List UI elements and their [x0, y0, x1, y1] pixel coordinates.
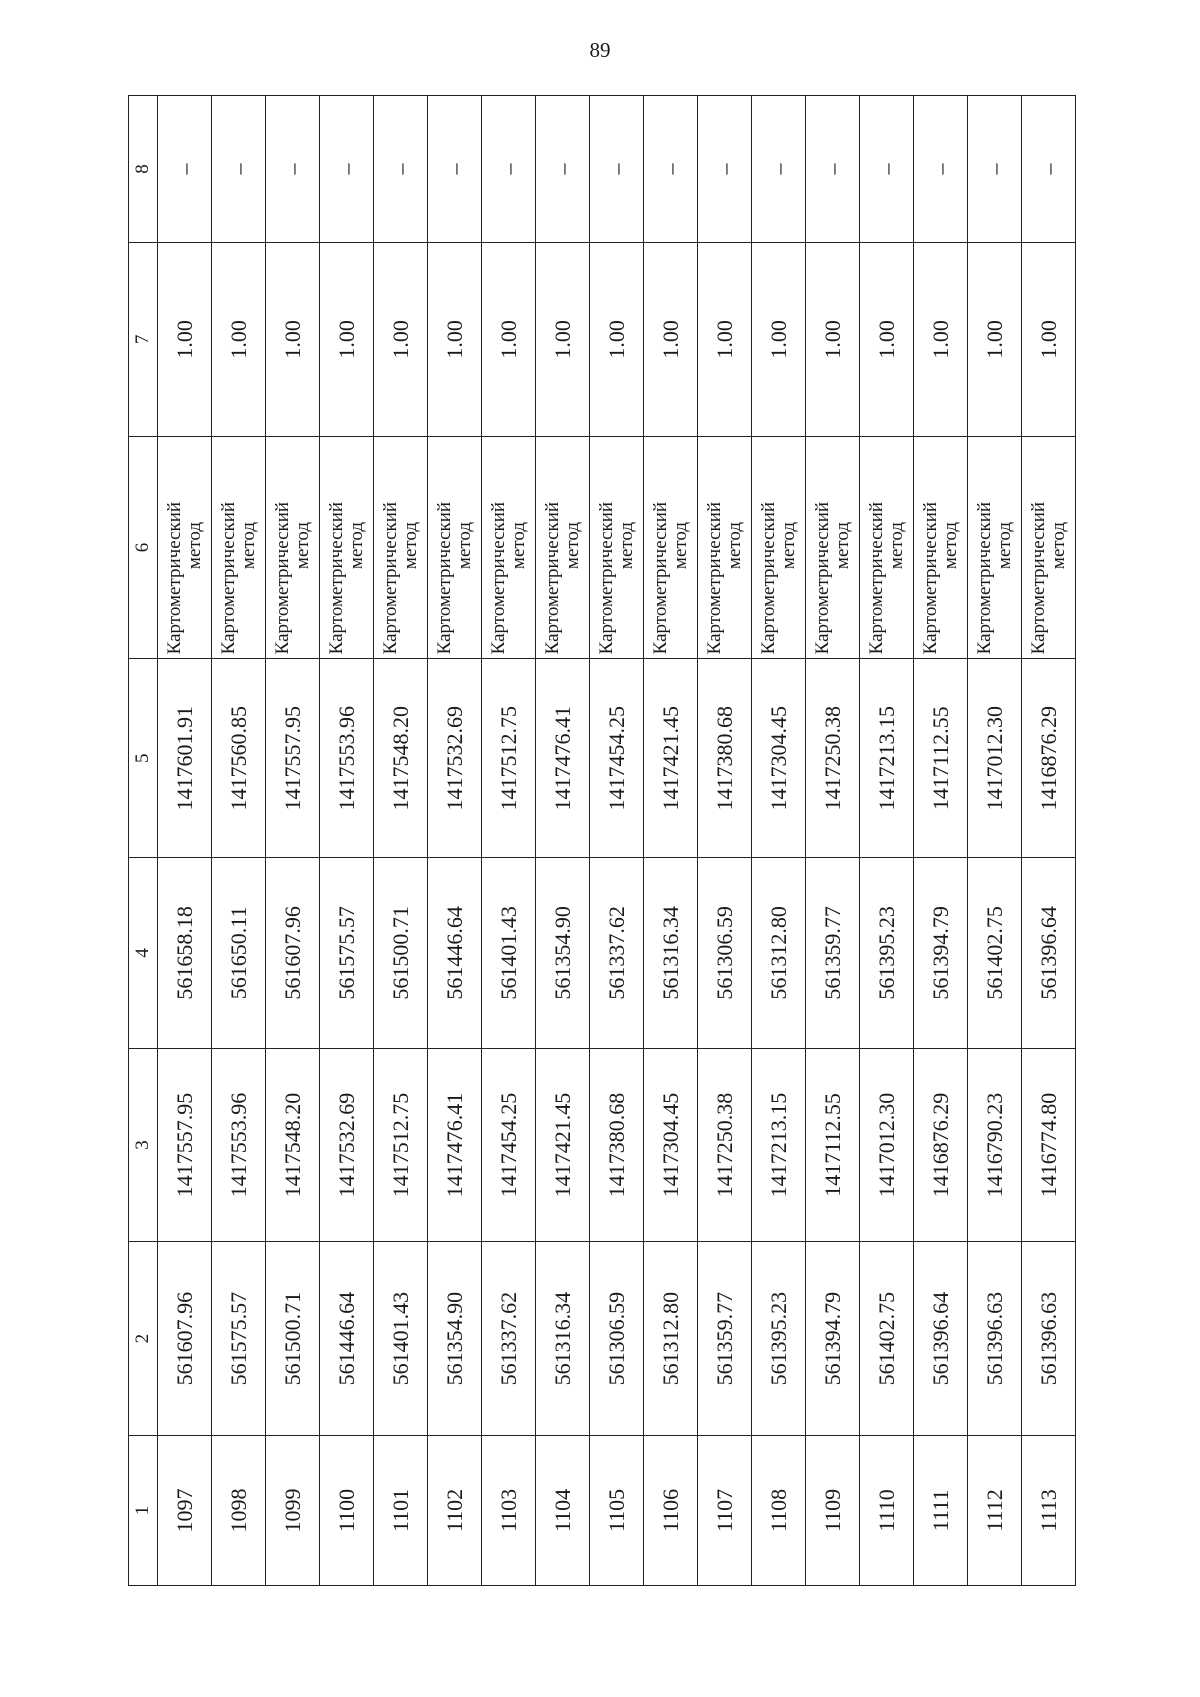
coord-y2-cell: 1417213.15 [860, 659, 914, 858]
coord-x2-cell: 561401.43 [482, 858, 536, 1049]
point-number-cell: 1112 [968, 1435, 1022, 1585]
table-row [212, 96, 266, 1586]
column-header-8: 8 [129, 96, 158, 243]
method-text-line-1: Картометрический [649, 501, 671, 655]
note-cell: – [320, 96, 374, 243]
note-cell: – [536, 96, 590, 243]
note-cell: – [806, 96, 860, 243]
note-cell: – [590, 96, 644, 243]
coord-y1-cell: 1416790.23 [968, 1048, 1022, 1242]
method-cell [320, 436, 374, 659]
coord-y1-cell: 1417012.30 [860, 1048, 914, 1242]
method-text-line-1: Картометрический [271, 501, 293, 655]
note-cell: – [428, 96, 482, 243]
coord-x1-cell: 561354.90 [428, 1242, 482, 1436]
method-text-line-2: метод [183, 521, 205, 570]
table-row [536, 96, 590, 1586]
coord-x1-cell: 561395.23 [752, 1242, 806, 1436]
coord-x2-cell: 561575.57 [320, 858, 374, 1049]
point-number-cell: 1101 [374, 1435, 428, 1585]
coord-x1-cell: 561575.57 [212, 1242, 266, 1436]
method-cell [1022, 436, 1076, 659]
note-cell: – [374, 96, 428, 243]
point-number-cell: 1109 [806, 1435, 860, 1585]
method-text-line-1: Картометрический [217, 501, 239, 655]
method-text-line-1: Картометрический [541, 501, 563, 655]
coord-y1-cell: 1417304.45 [644, 1048, 698, 1242]
coord-x2-cell: 561312.80 [752, 858, 806, 1049]
method-cell [860, 436, 914, 659]
accuracy-cell: 1.00 [536, 243, 590, 437]
point-number-cell: 1105 [590, 1435, 644, 1585]
accuracy-cell: 1.00 [1022, 243, 1076, 437]
point-number-cell: 1098 [212, 1435, 266, 1585]
coord-y2-cell: 1417012.30 [968, 659, 1022, 858]
method-cell [428, 436, 482, 659]
page-number: 89 [589, 38, 611, 62]
coord-y1-cell: 1417553.96 [212, 1048, 266, 1242]
coord-y2-cell: 1417380.68 [698, 659, 752, 858]
coord-y2-cell: 1417560.85 [212, 659, 266, 858]
method-text-line-1: Картометрический [973, 501, 995, 655]
note-cell: – [482, 96, 536, 243]
coord-y1-cell: 1417476.41 [428, 1048, 482, 1242]
table-row [590, 96, 644, 1586]
method-text-line-2: метод [345, 521, 367, 570]
note-cell: – [158, 96, 212, 243]
table-container [128, 95, 1082, 1586]
coord-x1-cell: 561394.79 [806, 1242, 860, 1436]
method-cell [590, 436, 644, 659]
coord-x2-cell: 561402.75 [968, 858, 1022, 1049]
accuracy-cell: 1.00 [914, 243, 968, 437]
coord-y2-cell: 1417304.45 [752, 659, 806, 858]
accuracy-cell: 1.00 [806, 243, 860, 437]
accuracy-cell: 1.00 [482, 243, 536, 437]
column-header-2: 2 [129, 1242, 158, 1436]
method-text-line-1: Картометрический [433, 501, 455, 655]
coord-y1-cell: 1416774.80 [1022, 1048, 1076, 1242]
column-header-1: 1 [129, 1435, 158, 1585]
coord-x1-cell: 561316.34 [536, 1242, 590, 1436]
method-text-line-1: Картометрический [811, 501, 833, 655]
method-text-line-2: метод [723, 521, 745, 570]
point-number-cell: 1103 [482, 1435, 536, 1585]
coord-y2-cell: 1417557.95 [266, 659, 320, 858]
point-number-cell: 1110 [860, 1435, 914, 1585]
point-number-cell: 1099 [266, 1435, 320, 1585]
accuracy-cell: 1.00 [752, 243, 806, 437]
coord-y1-cell: 1417250.38 [698, 1048, 752, 1242]
note-cell: – [698, 96, 752, 243]
method-cell [968, 436, 1022, 659]
table-row [860, 96, 914, 1586]
coord-x2-cell: 561650.11 [212, 858, 266, 1049]
accuracy-cell: 1.00 [698, 243, 752, 437]
coord-y2-cell: 1416876.29 [1022, 659, 1076, 858]
accuracy-cell: 1.00 [374, 243, 428, 437]
coord-y1-cell: 1417112.55 [806, 1048, 860, 1242]
coord-x2-cell: 561316.34 [644, 858, 698, 1049]
coord-y2-cell: 1417454.25 [590, 659, 644, 858]
coord-x1-cell: 561396.63 [968, 1242, 1022, 1436]
coord-x2-cell: 561500.71 [374, 858, 428, 1049]
point-number-cell: 1107 [698, 1435, 752, 1585]
coord-y1-cell: 1417421.45 [536, 1048, 590, 1242]
coord-y2-cell: 1417548.20 [374, 659, 428, 858]
coord-x2-cell: 561395.23 [860, 858, 914, 1049]
method-text-line-2: метод [237, 521, 259, 570]
table-row [428, 96, 482, 1586]
table-row [482, 96, 536, 1586]
method-cell [752, 436, 806, 659]
method-text-line-1: Картометрический [757, 501, 779, 655]
accuracy-cell: 1.00 [644, 243, 698, 437]
coord-y1-cell: 1417380.68 [590, 1048, 644, 1242]
method-text-line-2: метод [291, 521, 313, 570]
method-text-line-1: Картометрический [595, 501, 617, 655]
point-number-cell: 1102 [428, 1435, 482, 1585]
coord-x2-cell: 561337.62 [590, 858, 644, 1049]
coord-y1-cell: 1417512.75 [374, 1048, 428, 1242]
coord-y2-cell: 1417421.45 [644, 659, 698, 858]
method-text-line-2: метод [399, 521, 421, 570]
method-text-line-1: Картометрический [325, 501, 347, 655]
point-number-cell: 1106 [644, 1435, 698, 1585]
method-text-line-2: метод [561, 521, 583, 570]
method-text-line-1: Картометрический [1027, 501, 1049, 655]
accuracy-cell: 1.00 [158, 243, 212, 437]
coord-y2-cell: 1417553.96 [320, 659, 374, 858]
method-text-line-2: метод [939, 521, 961, 570]
accuracy-cell: 1.00 [968, 243, 1022, 437]
point-number-cell: 1104 [536, 1435, 590, 1585]
coord-x2-cell: 561658.18 [158, 858, 212, 1049]
method-cell [536, 436, 590, 659]
column-header-4: 4 [129, 858, 158, 1049]
method-cell [212, 436, 266, 659]
column-header-6: 6 [129, 436, 158, 659]
coord-y1-cell: 1417454.25 [482, 1048, 536, 1242]
method-cell [806, 436, 860, 659]
table-row [1022, 96, 1076, 1586]
coord-x1-cell: 561396.64 [914, 1242, 968, 1436]
method-text-line-2: метод [993, 521, 1015, 570]
note-cell: – [1022, 96, 1076, 243]
coord-x1-cell: 561500.71 [266, 1242, 320, 1436]
coordinates-table [128, 95, 1076, 1586]
table-row [320, 96, 374, 1586]
point-number-cell: 1100 [320, 1435, 374, 1585]
method-text-line-2: метод [777, 521, 799, 570]
coord-x1-cell: 561396.63 [1022, 1242, 1076, 1436]
accuracy-cell: 1.00 [590, 243, 644, 437]
method-cell [914, 436, 968, 659]
point-number-cell: 1097 [158, 1435, 212, 1585]
accuracy-cell: 1.00 [428, 243, 482, 437]
coord-y1-cell: 1416876.29 [914, 1048, 968, 1242]
coord-y2-cell: 1417532.69 [428, 659, 482, 858]
method-text-line-2: метод [831, 521, 853, 570]
method-text-line-1: Картометрический [487, 501, 509, 655]
method-text-line-1: Картометрический [865, 501, 887, 655]
note-cell: – [266, 96, 320, 243]
note-cell: – [860, 96, 914, 243]
method-cell [482, 436, 536, 659]
method-text-line-2: метод [1047, 521, 1069, 570]
table-row [752, 96, 806, 1586]
coord-x1-cell: 561607.96 [158, 1242, 212, 1436]
table-body [158, 96, 1076, 1586]
coord-y2-cell: 1417250.38 [806, 659, 860, 858]
method-cell [158, 436, 212, 659]
coord-x2-cell: 561446.64 [428, 858, 482, 1049]
table-row [644, 96, 698, 1586]
method-text-line-1: Картометрический [703, 501, 725, 655]
column-header-3: 3 [129, 1048, 158, 1242]
table-row [698, 96, 752, 1586]
coord-y2-cell: 1417512.75 [482, 659, 536, 858]
method-cell [698, 436, 752, 659]
note-cell: – [914, 96, 968, 243]
note-cell: – [968, 96, 1022, 243]
coord-y1-cell: 1417548.20 [266, 1048, 320, 1242]
coord-x1-cell: 561359.77 [698, 1242, 752, 1436]
method-text-line-2: метод [453, 521, 475, 570]
coord-x1-cell: 561337.62 [482, 1242, 536, 1436]
point-number-cell: 1108 [752, 1435, 806, 1585]
coord-x2-cell: 561354.90 [536, 858, 590, 1049]
method-text-line-1: Картометрический [919, 501, 941, 655]
table-row [158, 96, 212, 1586]
table-row [914, 96, 968, 1586]
coord-y2-cell: 1417601.91 [158, 659, 212, 858]
method-cell [644, 436, 698, 659]
accuracy-cell: 1.00 [320, 243, 374, 437]
point-number-cell: 1111 [914, 1435, 968, 1585]
rotated-table-frame [128, 95, 1082, 1586]
method-cell [374, 436, 428, 659]
note-cell: – [212, 96, 266, 243]
column-header-7: 7 [129, 243, 158, 437]
method-text-line-2: метод [615, 521, 637, 570]
accuracy-cell: 1.00 [212, 243, 266, 437]
coord-y1-cell: 1417213.15 [752, 1048, 806, 1242]
coord-y2-cell: 1417476.41 [536, 659, 590, 858]
column-header-5: 5 [129, 659, 158, 858]
note-cell: – [752, 96, 806, 243]
accuracy-cell: 1.00 [266, 243, 320, 437]
method-text-line-2: метод [507, 521, 529, 570]
coord-y2-cell: 1417112.55 [914, 659, 968, 858]
method-cell [266, 436, 320, 659]
coord-x2-cell: 561396.64 [1022, 858, 1076, 1049]
column-number-row [129, 96, 158, 1586]
point-number-cell: 1113 [1022, 1435, 1076, 1585]
coord-x1-cell: 561446.64 [320, 1242, 374, 1436]
coord-x2-cell: 561359.77 [806, 858, 860, 1049]
table-row [374, 96, 428, 1586]
table-row [266, 96, 320, 1586]
method-text-line-1: Картометрический [379, 501, 401, 655]
method-text-line-1: Картометрический [163, 501, 185, 655]
table-row [968, 96, 1022, 1586]
method-text-line-2: метод [669, 521, 691, 570]
coord-y1-cell: 1417557.95 [158, 1048, 212, 1242]
coord-x1-cell: 561401.43 [374, 1242, 428, 1436]
coord-x1-cell: 561306.59 [590, 1242, 644, 1436]
note-cell: – [644, 96, 698, 243]
coord-y1-cell: 1417532.69 [320, 1048, 374, 1242]
coord-x2-cell: 561306.59 [698, 858, 752, 1049]
coord-x1-cell: 561312.80 [644, 1242, 698, 1436]
coord-x2-cell: 561394.79 [914, 858, 968, 1049]
coord-x1-cell: 561402.75 [860, 1242, 914, 1436]
accuracy-cell: 1.00 [860, 243, 914, 437]
method-text-line-2: метод [885, 521, 907, 570]
table-row [806, 96, 860, 1586]
coord-x2-cell: 561607.96 [266, 858, 320, 1049]
